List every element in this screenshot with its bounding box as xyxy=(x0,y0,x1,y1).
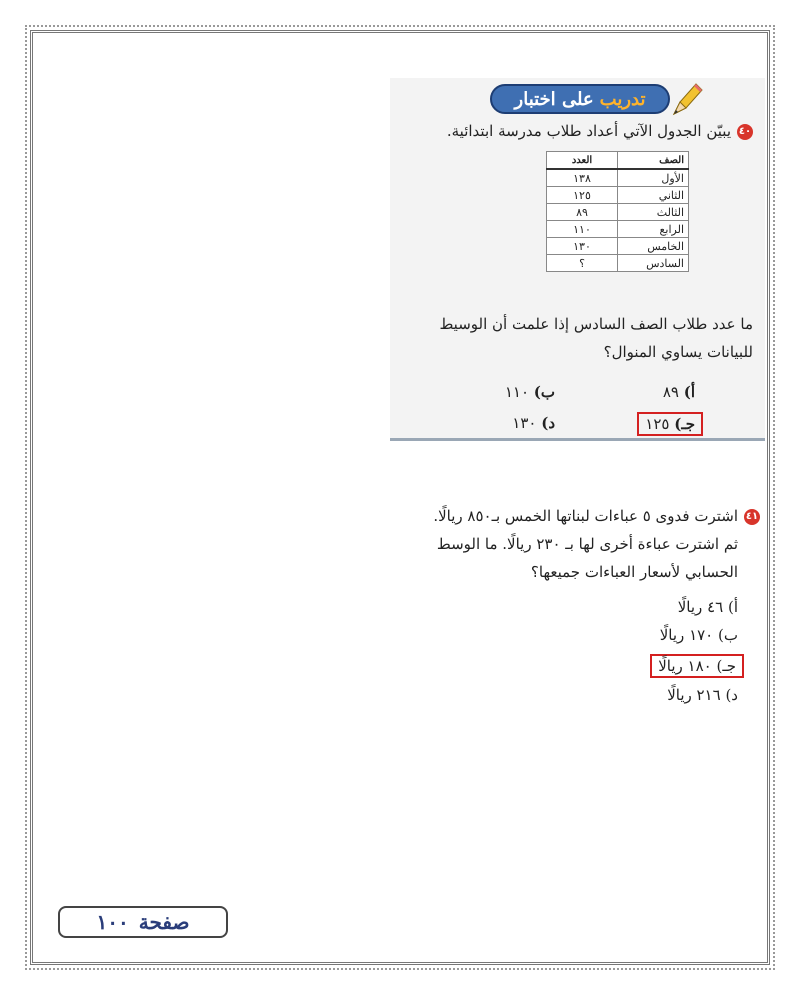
banner-prefix: تدريب xyxy=(599,88,646,110)
question-number-badge: ٤٠ xyxy=(737,124,753,140)
option-label: د) xyxy=(541,414,555,432)
option-b[interactable] xyxy=(505,383,555,401)
option-label: أ) xyxy=(727,598,738,616)
option-label: ب) xyxy=(533,383,555,401)
test-practice-banner xyxy=(490,84,670,114)
question-41 xyxy=(400,502,760,586)
option-value: ١٧٠ ريالًا xyxy=(659,626,714,644)
table-row xyxy=(547,238,689,255)
option-label: جـ) xyxy=(674,415,695,433)
option-value: ٤٦ ريالًا xyxy=(677,598,724,616)
question-40-intro xyxy=(393,122,753,140)
table-row xyxy=(547,255,689,272)
table-cell-count: ١٣٨ xyxy=(547,169,618,187)
table-cell-grade: الأول xyxy=(618,169,689,187)
banner-text: على اختبار xyxy=(514,88,594,110)
question-line-1: ما عدد طلاب الصف السادس إذا علمت أن الوسيط xyxy=(439,315,753,333)
option-value: ١٢٥ xyxy=(645,415,670,433)
question-40-prompt xyxy=(393,310,753,366)
option-label: د) xyxy=(725,686,738,704)
exercise-panel xyxy=(390,78,765,441)
option-value: ١١٠ xyxy=(504,383,529,401)
table-cell-count: ؟ xyxy=(547,255,618,272)
option-c-selected[interactable] xyxy=(650,654,744,678)
table-cell-count: ١٣٠ xyxy=(547,238,618,255)
question-41-line-2: ثم اشترت عباءة أخرى لها بـ ٢٣٠ ريالًا. ما الوسط xyxy=(436,535,738,553)
table-row xyxy=(547,221,689,238)
table-header-count: العدد xyxy=(547,152,618,170)
option-value: ٨٩ xyxy=(662,383,679,401)
table-cell-count: ١٢٥ xyxy=(547,187,618,204)
page-word: صفحة xyxy=(138,910,190,934)
option-a[interactable] xyxy=(678,598,738,616)
table-cell-grade: الثالث xyxy=(618,204,689,221)
students-table xyxy=(546,151,689,272)
option-label: جـ) xyxy=(716,657,736,675)
option-d[interactable] xyxy=(512,414,555,432)
page-number: ١٠٠ xyxy=(96,910,129,934)
table-row xyxy=(547,169,689,187)
option-value: ٢١٦ ريالًا xyxy=(667,686,721,704)
option-label: ب) xyxy=(718,626,738,644)
option-value: ١٨٠ ريالًا xyxy=(658,657,712,675)
table-row xyxy=(547,187,689,204)
question-41-line-3: الحسابي لأسعار العباءات جميعها؟ xyxy=(530,563,738,581)
option-d[interactable] xyxy=(667,686,738,704)
table-cell-count: ٨٩ xyxy=(547,204,618,221)
table-header-grade: الصف xyxy=(618,152,689,170)
option-value: ١٣٠ xyxy=(512,414,537,432)
option-a[interactable] xyxy=(663,383,695,401)
question-number-badge: ٤١ xyxy=(744,509,760,525)
pencil-icon xyxy=(670,80,704,118)
question-41-line-1 xyxy=(400,502,760,530)
table-row xyxy=(547,204,689,221)
table-cell-grade: السادس xyxy=(618,255,689,272)
table-cell-grade: الرابع xyxy=(618,221,689,238)
page-number-label xyxy=(58,906,228,938)
question-intro-text: يبيّن الجدول الآتي أعداد طلاب مدرسة ابتدائية. xyxy=(446,122,731,140)
option-b[interactable] xyxy=(660,626,738,644)
option-c-selected[interactable] xyxy=(637,412,703,436)
question-41-text-1: اشترت فدوى ٥ عباءات لبناتها الخمس بـ٨٥٠ ريالًا. xyxy=(433,507,738,525)
table-cell-grade: الخامس xyxy=(618,238,689,255)
question-line-2: للبيانات يساوي المنوال؟ xyxy=(603,343,753,361)
table-cell-count: ١١٠ xyxy=(547,221,618,238)
table-cell-grade: الثاني xyxy=(618,187,689,204)
option-label: أ) xyxy=(683,383,695,401)
